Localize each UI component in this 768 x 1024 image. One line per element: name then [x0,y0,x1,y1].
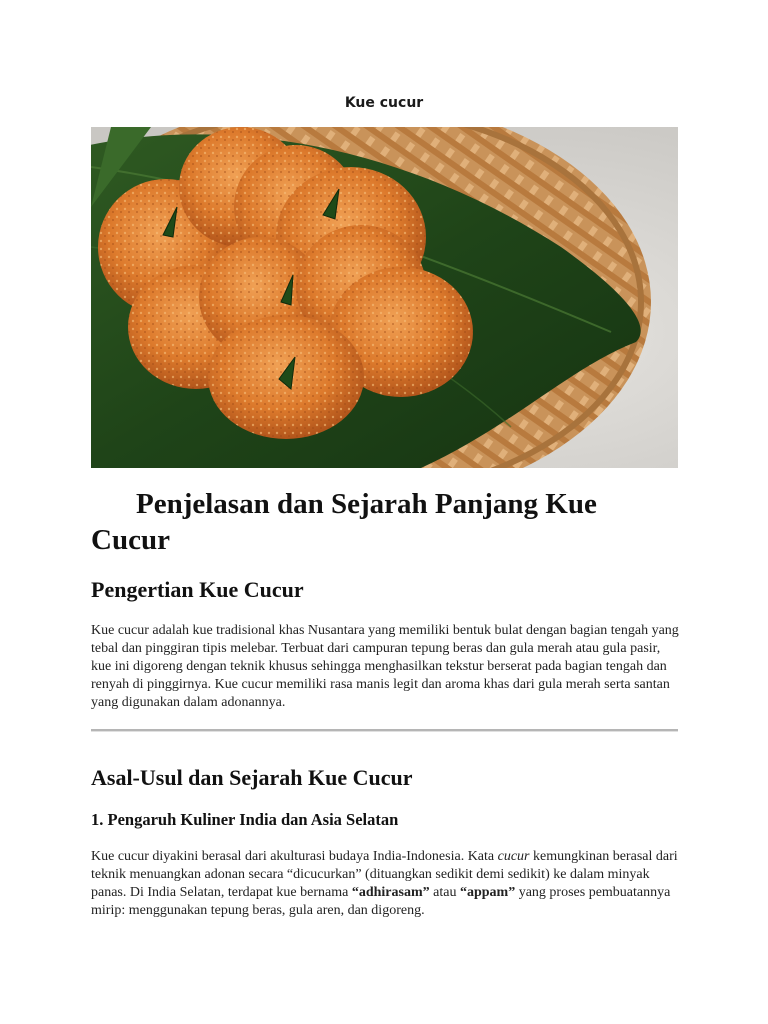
subheading-pengaruh-india: 1. Pengaruh Kuliner India dan Asia Selatan [91,810,399,829]
text-run: atau [429,885,460,900]
section-heading-pengertian: Pengertian Kue Cucur [91,577,304,602]
paragraph-asal-usul [91,848,681,920]
text-run: Kue cucur diyakini berasal dari akulturasi budaya India-Indonesia. Kata [91,849,498,864]
page-title: Penjelasan dan Sejarah Panjang Kue Cucur [91,488,597,556]
horizontal-divider [91,729,678,732]
text-run: kemungkinan berasal dari teknik menuangkan adonan secara “dicucurkan” (dituangkan sedikit demi sedikit) ke dalam minyak panas. Di India Selatan, terdapat kue bernama [91,849,678,900]
section-heading-asal-usul: Asal-Usul dan Sejarah Kue Cucur [91,765,413,790]
image-caption: Kue cucur [344,95,424,111]
bold-adhirasam: “adhirasam” [351,885,430,900]
bold-appam: “appam” [459,885,516,900]
kue-cucur-photo [91,127,678,468]
emphasis-cucur: cucur [497,849,530,864]
paragraph-pengertian: Kue cucur adalah kue tradisional khas Nusantara yang memiliki bentuk bulat dengan bagian tengah yang tebal dan pinggiran tipis melebar. Terbuat dari campuran tepung beras dan gula merah atau gula pasir, kue ini digoreng dengan teknik khusus sehingga menghasilkan tekstur berserat pada bagian tengah dan renyah di pinggirnya. Kue cucur memiliki rasa manis legit dan aroma khas dari gula merah serta santan yang digunakan dalam adonannya. [91,623,679,710]
text-run: yang proses pembuatannya mirip: menggunakan tepung beras, gula aren, dan digoreng. [91,885,671,918]
